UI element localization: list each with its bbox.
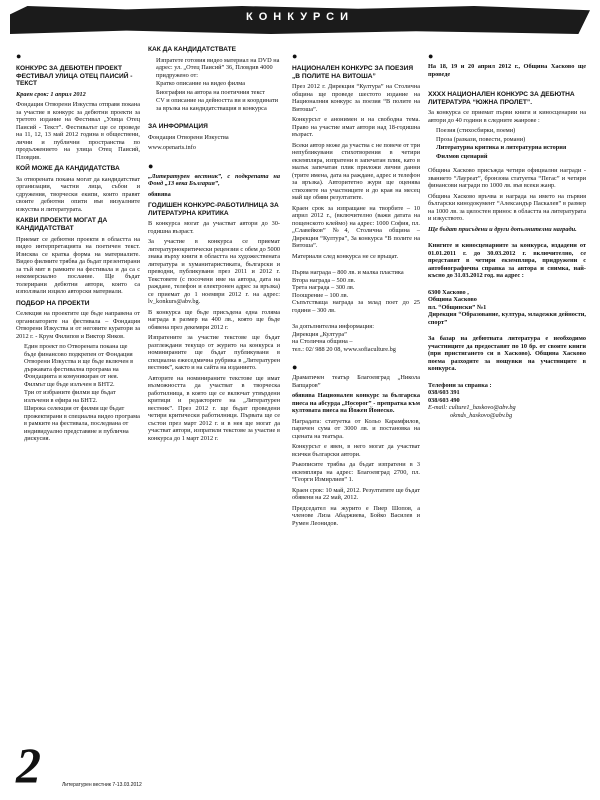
festival-intro: Фондация Отворени Изкуства отправя покана за участие в конкурс за дебютни проекти за третото издание на Фестивал „Улица Отец Паисий - Текст”. Фестивалът ще се проведе на 11, 12, 13 май 2012 година в обществени, лични и публични пространства по продължението на улица Отец Паисий, Пловдив. xyxy=(16,101,140,161)
poetry-para: Краен срок за изпращане на творбите – 10 април 2012 г., (включително (важи датата на пощенското клеймо) на адрес: 1000 София, пл. „Славейков” №4, Столична община – Дирекция “Култура”, За конкурса “В полите на Витоша”. xyxy=(292,204,420,250)
workshop-para: В конкурса могат да участват автори до 30-годишна възраст. xyxy=(148,220,280,235)
prize-line: Съпътстваща награда за млад поет до 25 години – 300 лв. xyxy=(292,299,420,314)
workshop-para: За участие в конкурса се приемат литературнокритически рецензии с обем до 5000 знака върху книги в областта на художествената литература и хуманитаристиката, български и преводни, публикувани през 2011 и 2012 г. Текстовете (с посочени име на автора, дата на раждане, телефон и електронен адрес за връзка) се приемат до 1 ноември 2012 г. на адрес: lv_konkurs@abv.bg. xyxy=(148,238,280,306)
phones-title: Телефони за справка : xyxy=(428,381,492,389)
list-item: • Широка селекция от филми ще бъдат прожектирани в специална видео програма в рамките на фестивала, последвана от индивидуално представяне и публична дискусия. xyxy=(24,405,140,443)
announces: обявява xyxy=(148,190,171,198)
apply-list xyxy=(148,57,280,113)
list-item: • Поезия (стихосбирки, поеми) xyxy=(436,127,586,135)
workshop-para: Изпратените за участие текстове ще бъдат разглеждани текущо от журито на конкурса и номинираните ще бъдат публикувани в специална ежеседмична рубрика в „Литературен вестник”, както и на сайта на изданието. xyxy=(148,334,280,372)
theatre-title: обявява Национален конкурс за българска пиеса на абсурда „Носорог” - препратка към култовата пиеса на Йожен Йонеско. xyxy=(292,392,420,415)
info-title: ЗА ИНФОРМАЦИЯ xyxy=(148,123,208,131)
address-line: Община Хасково xyxy=(428,296,477,304)
debut-title: XXXX НАЦИОНАЛЕН КОНКУРС ЗА ДЕБЮТНА ЛИТЕРАТУРА “ЮЖНА ПРОЛЕТ”. xyxy=(428,91,575,106)
prize-line: Първа награда – 800 лв. и малка пластика xyxy=(292,269,404,277)
page-footer: Литературен вестник 7-13.03.2012 xyxy=(62,782,142,788)
prize-line: Втора награда – 500 лв. xyxy=(292,276,356,284)
theatre-para: Ръкописите трябва да бъдат изпратени в 3 екземпляра на адрес: Благоевград 2700, пл. “Георги Измирлиев” 1. xyxy=(292,461,420,484)
who-title: КОЙ МОЖЕ ДА КАНДИДАТСТВА xyxy=(16,165,120,173)
list-item: • CV и описание на дейността ви и координати за връзка на кандидатстващия в конкурса xyxy=(156,97,280,112)
address-line: Дирекция “Образование, култура, младежки дейности, спорт” xyxy=(428,311,586,326)
prize-text: Община Хасково връчва и награда на името на първия български кинодокумент “Александър Паскалев” в размер на 1000 лв. за цялостен принос в областта на литературата и изкуството. xyxy=(428,192,586,223)
prize-line: Поощрение – 100 лв. xyxy=(292,291,349,299)
theatre-para: Конкурсът е явен, в него могат да участват всички български автори. xyxy=(292,443,420,458)
bullet-icon: ● xyxy=(292,51,298,61)
workshop-para: Авторите на номинираните текстове ще имат възможността да участват в творческа работилница, в която ще се включат утвърдени критици и редакторите на „Литературен вестник”. През 2012 г. ще бъдат проведени четири критически работилници. Първата ще се състои през март 2012 г. и в нея ще могат да участват автори, изпратили текстове за участие в конкурса до 1 март 2012 г. xyxy=(148,374,280,442)
lv-line: „Литературен вестник”, с подкрепата на Фонд „13 века България”, xyxy=(148,172,280,188)
selection-text: Селекция на проектите ще бъде направена от организаторите на фестивала – Фондация Отворени Изкуства и от неговите куратори за 2012 г. - Крум Филипов и Виктор Янков. xyxy=(16,310,140,340)
address-line: пл. “Общински” №1 xyxy=(428,303,487,311)
list-item: • Три от избраните филми ще бъдат излъчени в ефира на БНТ2. xyxy=(24,389,140,404)
column-4 xyxy=(428,42,586,792)
workshop-para: В конкурса ще бъде присъдена една голяма награда в размер на 400 лв., която ще бъде обявена през декември 2012 г. xyxy=(148,308,280,331)
poetry-para: Всеки автор може да участва с не повече от три непубликувани стихотворения в четири екземпляра, изпратени в запечатан плик, като в малък запечатан плик приложи лични данни (трите имена, дата на раждане, адрес и телефон за връзка). Авторитетно жури ще оценява стиховете на участниците и до края на месец май ще обяви резултатите. xyxy=(292,141,420,202)
column-2 xyxy=(148,42,280,792)
theatre-intro: Драматичен театър Благоевград „Никола Вапцаров” xyxy=(292,374,420,389)
column-3 xyxy=(292,42,420,792)
contact-line: на Столична община – xyxy=(292,338,353,346)
deadline: Краен срок: 1 април 2012 xyxy=(16,90,86,98)
phone-line: 038/603 391 xyxy=(428,389,460,397)
bullet-icon: ● xyxy=(292,362,298,373)
column-1 xyxy=(16,42,140,732)
who-text: За отворената покана могат да кандидатстват организации, частни лица, събои и сдружения, творчески екипи, които правят своите дебютни опити във визуалните изкуства и литературата. xyxy=(16,175,140,213)
festival-title: КОНКУРС ЗА ДЕБЮТЕН ПРОЕКТ ФЕСТИВАЛ УЛИЦА ОТЕЦ ПАИСИЙ - ТЕКСТ xyxy=(16,65,133,88)
poetry-title: НАЦИОНАЛЕН КОНКУРС ЗА ПОЕЗИЯ „В ПОЛИТЕ НА ВИТОША” xyxy=(292,65,414,80)
address-line: 6300 Хасково , xyxy=(428,288,469,296)
prize-text: Ще бъдат присъдени и други допълнителни награди. xyxy=(428,225,577,233)
email-link[interactable]: E-mail: culture1_haskovo@abv.bg xyxy=(428,404,516,412)
list-item: • Кратко описание на видео филма xyxy=(156,80,280,88)
contact-line[interactable]: тел.: 02/ 988 20 08, www.sofiaculture.bg xyxy=(292,345,396,353)
email-link[interactable]: okmds_haskovo@abv.bg xyxy=(450,411,513,419)
list-item: • Биография на автора на поетичния текст xyxy=(156,89,280,97)
list-item: • Филмов сценарий xyxy=(436,153,586,161)
prize-text: Община Хасково присъжда четири официални награди - званието “Лауреат”, бронзова статуетка “Пегас” и четири финансови награди по 1000 лв. във всеки жанр. xyxy=(428,167,586,190)
list-item: • Литературна критика и литературна история xyxy=(436,144,586,152)
apply-title: КАК ДА КАНДИДАТСТВАТЕ xyxy=(148,46,236,53)
contact-line: Дирекция „Култура” xyxy=(292,330,347,338)
dates: На 18, 19 и 20 април 2012 г., Община Хасково ще проведе xyxy=(428,63,586,78)
info-line: Фондация Отворени Изкуства xyxy=(148,133,229,141)
list-item: • Проза (разкази, повести, романи) xyxy=(436,136,586,144)
selection-list xyxy=(16,343,140,443)
poetry-para: Конкурсът е анонимен и на свободна тема. Право на участие имат автори над 18-годишна възраст. xyxy=(292,116,420,139)
prize-line: Трета награда – 300 лв. xyxy=(292,284,355,292)
bullet-icon: ● xyxy=(428,51,434,61)
theatre-para: Председател на журито е Пиер Шопов, а членове Лиза Абаджиева, Бойко Василев и Румен Леонидов. xyxy=(292,504,420,527)
poetry-para: През 2012 г. Дирекция “Култура” на Столична община ще проведе шестото издание на Националния конкурс за поезия “В полите на Витоша”. xyxy=(292,83,420,113)
workshop-title: ГОДИШЕН КОНКУРС-РАБОТИЛНИЦА ЗА ЛИТЕРАТУРНА КРИТИКА xyxy=(148,202,279,217)
library-text: За базар на дебютната литература е необходимо участниците да предоставят по 10 бр. от своите книги (при пристигането си в Хасково). Община Хасково поема разходите за нощувки на участниците в конкурса. xyxy=(428,335,586,373)
bullet-icon: ● xyxy=(148,160,154,171)
theatre-para: Краен срок: 10 май, 2012. Резултатите ще бъдат обявени на 22 май, 2012. xyxy=(292,486,420,502)
page-number: 2 xyxy=(16,737,41,793)
debut-intro: За конкурса се приемат първи книги и киносценарии на автори до 40 години в следните жанрове : xyxy=(428,109,586,124)
bullet-icon: ● xyxy=(16,51,22,61)
list-item: • Изпратете готовия видео материал на DVD на адрес: ул. „Отец Паисий” 36, Пловдив 4000 придружено от: xyxy=(156,57,280,80)
what-title: КАКВИ ПРОЕКТИ МОГАТ ДА КАНДИДАТСТВАТ xyxy=(16,217,108,232)
what-text: Приемат се дебютни проекти в областта на видео интерпретацията на поетичен текст. Изисква се кратка форма на материалите. Видео филмите трябва да бъдат презентирани за тъй мит в рамките на фестивала и да са с некомерсиално послание. Ще бъдат толерирани дебютни автори, които са използвали изцяло авторски материали. xyxy=(16,235,140,296)
theatre-para: Наградата: статуетка от Кольо Карамфилов, паричен сума от 3000 лв. и постановка на сцената на театъра. xyxy=(292,417,420,440)
submit-text: Книгите и киносценариите за конкурса, издадени от 01.01.2011 г. до 30.03.2012 г. включително, се представят в четири екземпляра, придружени с автобиографична справка за автора и снимка, най-късно до 31.03.2012 год. на адрес : xyxy=(428,242,586,280)
info-link[interactable]: www.openarts.info xyxy=(148,144,196,152)
list-item: • Един проект по Отворената покана ще бъде финансово подкрепен от Фондация Отворени Изкуства и ще бъде включен в държавата фестивална програма на Фондацията и комуникиран от нея. Филмът ще бъде излъчен в БНТ2. xyxy=(24,343,140,388)
phone-line: 038/603 490 xyxy=(428,396,460,404)
contact-title: За допълнителна информация: xyxy=(292,323,374,331)
genre-list xyxy=(428,127,586,160)
poetry-para: Материали след конкурса не се връщат. xyxy=(292,252,399,260)
section-title: КОНКУРСИ xyxy=(246,11,354,23)
selection-title: ПОДБОР НА ПРОЕКТИ xyxy=(16,299,90,307)
